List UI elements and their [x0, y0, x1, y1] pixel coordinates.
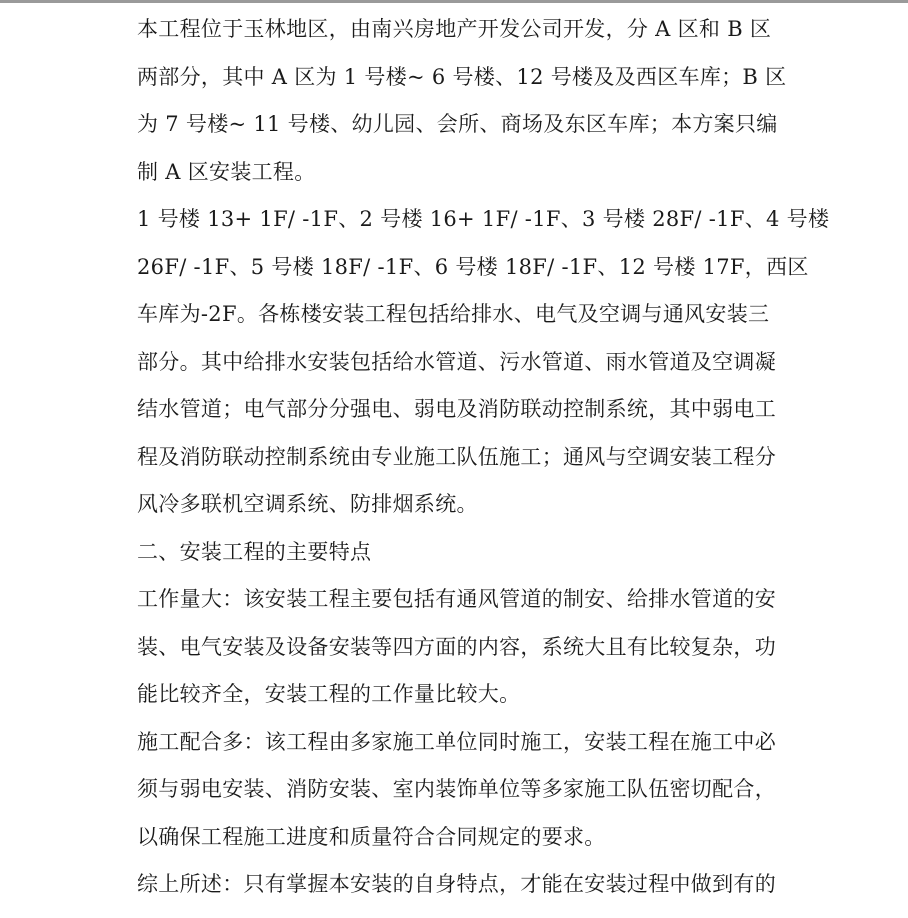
- paragraph-workload: [137, 576, 777, 719]
- text-line: 程及消防联动控制系统由专业施工队伍施工；通风与空调安装工程分: [137, 444, 776, 469]
- top-border: [0, 0, 908, 3]
- text-line: 结水管道；电气部分分强电、弱电及消防联动控制系统，其中弱电工: [137, 397, 776, 421]
- text-line: 制 A 区安装工程。: [137, 159, 316, 184]
- text-line: 风冷多联机空调系统、防排烟系统。: [137, 492, 478, 516]
- text-line: 以确保工程施工进度和质量符合合同规定的要求。: [137, 824, 606, 849]
- text-line: 综上所述：只有掌握本安装的自身特点，才能在安装过程中做到有的: [137, 872, 776, 896]
- text-line: 部分。其中给排水安装包括给水管道、污水管道、雨水管道及空调凝: [137, 349, 776, 374]
- text-line: 车库为-2F。各栋楼安装工程包括给排水、电气及空调与通风安装三: [137, 302, 770, 326]
- text-line: 为 7 号楼~ 11 号楼、幼儿园、会所、商场及东区车库；本方案只编: [137, 112, 778, 136]
- paragraph-building-scope: [137, 196, 830, 529]
- text-line: 装、电气安装及设备安装等四方面的内容，系统大且有比较复杂，功: [137, 634, 776, 659]
- text-line: 26F/ -1F、5 号楼 18F/ -1F、6 号楼 18F/ -1F、12 号楼 17F，西区: [137, 254, 809, 279]
- text-line: 1 号楼 13+ 1F/ -1F、2 号楼 16+ 1F/ -1F、3 号楼 28F/ -1F、4 号楼: [137, 207, 830, 231]
- text-line: 须与弱电安装、消防安装、室内装饰单位等多家施工队伍密切配合，: [137, 777, 776, 801]
- paragraph-coordination: [137, 719, 777, 862]
- text-line: 两部分，其中 A 区为 1 号楼~ 6 号楼、12 号楼及及西区车库；B 区: [137, 64, 787, 89]
- text-line: 能比较齐全，安装工程的工作量比较大。: [137, 682, 521, 706]
- paragraph-project-overview: [137, 6, 787, 196]
- document-body: [137, 6, 830, 909]
- text-line: 施工配合多：该工程由多家施工单位同时施工，安装工程在施工中必: [137, 729, 776, 754]
- paragraph-summary: [137, 861, 777, 909]
- section-heading: [137, 529, 777, 577]
- text-line: 本工程位于玉林地区，由南兴房地产开发公司开发，分 A 区和 B 区: [137, 17, 772, 41]
- text-line: 工作量大：该安装工程主要包括有通风管道的制安、给排水管道的安: [137, 587, 776, 611]
- heading-line: 二、安装工程的主要特点: [137, 539, 372, 564]
